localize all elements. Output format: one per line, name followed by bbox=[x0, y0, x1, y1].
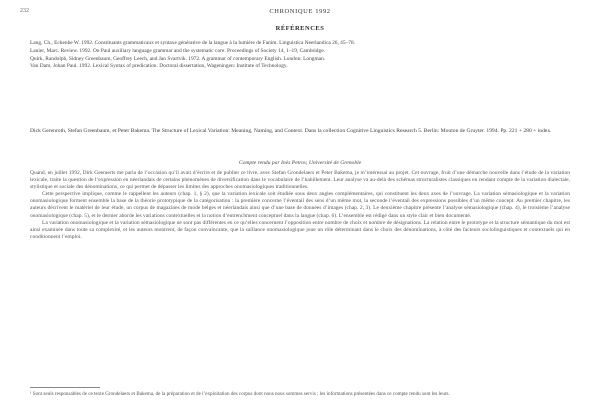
reference-item: Quirk, Randolph, Sidney Greenbaum, Geoffrey Leech, and Jan Svartvik. 1972. A grammar of contemporary English. London: Longman. bbox=[30, 55, 326, 62]
footnote-rule bbox=[30, 387, 100, 388]
page-number: 232 bbox=[20, 8, 29, 14]
reference-list bbox=[30, 40, 570, 71]
review-body bbox=[30, 170, 570, 241]
reference-item: Lanier, Marc. Review. 1992. On Paul auxiliary language grammar and the systematic core. Proceedings of Society 14, 1–19, Cambridge. bbox=[30, 47, 325, 54]
running-title: CHRONIQUE 1992 bbox=[269, 8, 331, 15]
reference-item: Lang, Ch., Eckenbe W. 1992. Constituants grammaticaux et syntaxe générative de la langue à la lumière de Fanim. Linguistica Neerlandica 26, 45–78. bbox=[30, 40, 355, 46]
footnote: ¹ Sont seuls responsables de ce texte Grondelaers et Bakema, de la préparation et de l’exploitation des corpus dont nous nous sommes servis ; les informations présentées dans ce compte rendu sont les leurs. bbox=[30, 391, 450, 397]
section-title: RÉFÉRENCES bbox=[275, 25, 325, 32]
review-heading: Dick Gerenroth, Stefan Greenbaum, et Peter Bakema. The Structure of Lexical Variation: Meaning, Naming, and Context. Dans la collection Cognitive Linguistics Research 5. Berlin: Mouton de Gruyter. 1994. Pp. 221 + 280 + index. bbox=[30, 128, 552, 134]
reference-item: Van Dam, Johan Paul. 1992. Lexical Syntax of predication. Doctoral dissertation, Wageningen: Institute of Technology. bbox=[30, 63, 288, 70]
body-paragraph: La variation onomasiologique et la variation sémasiologique ne sont pas différentes en ce qu’elles concernent l’opposition entre nombre de choix et nombre de désignations. La relation entre le prototype et la structure sémantique du mot est ainsi examinée dans toute sa complexité, et les auteurs montrent, de façon convaincante, que la saillance onomasiologique joue un rôle déterminant dans le choix des dénominations, à côté des facteurs sociolinguistiques et contextuels qui en conditionnent l’emploi. bbox=[30, 219, 570, 240]
body-paragraph: Quand, en juillet 1992, Dirk Geeraerts me parla de l’occasion qu’il avait d’écrire et de publier ce livre, avec Stefan Grondelaers et Peter Bakema, je m’intéressai au projet. Cet ouvrage, fruit d’une démarche nouvelle dans l’étude de la variation lexicale, traite la question de l’expression en néerlandais de certains phénomènes de diversification dans le vocabulaire de l’habillement. Leur analyse va au-delà des schémas structuralistes classiques en rendant compte de la variation dialectale, stylistique et sociale des dénominations, ce qui permet de dépasser les limites des approches onomasiologiques traditionnelles. bbox=[30, 170, 570, 191]
body-paragraph: Cette perspective implique, comme le rappellent les auteurs (chap. 1, § 2), que la variation lexicale soit étudiée sous deux angles complémentaires, qui constituent les deux axes de l’ouvrage. La variation sémasiologique et la variation onomasiologique forment ensemble la base de la théorie prototypique de la catégorisation : la première concerne l’éventail des sens d’un même mot, la seconde l’éventail des expressions possibles d’un même concept. Au premier chapitre, les auteurs décrivent le matériel de leur étude, un corpus de magazines de mode belges et néerlandais ainsi que d’une base de données d’images (chap. 2, 3). Le deuxième chapitre présente l’analyse sémasiologique (chap. 4), le troisième l’analyse onomasiologique (chap. 5), et le dernier aborde les variations contextuelles et la notion d’entrenchment conceptuel dans la langue (chap. 6). L’ensemble est rédigé dans un style clair et bien documenté. bbox=[30, 191, 570, 219]
reviewer-line: Compte rendu par Inès Petrov, Université de Grenoble bbox=[238, 160, 362, 166]
